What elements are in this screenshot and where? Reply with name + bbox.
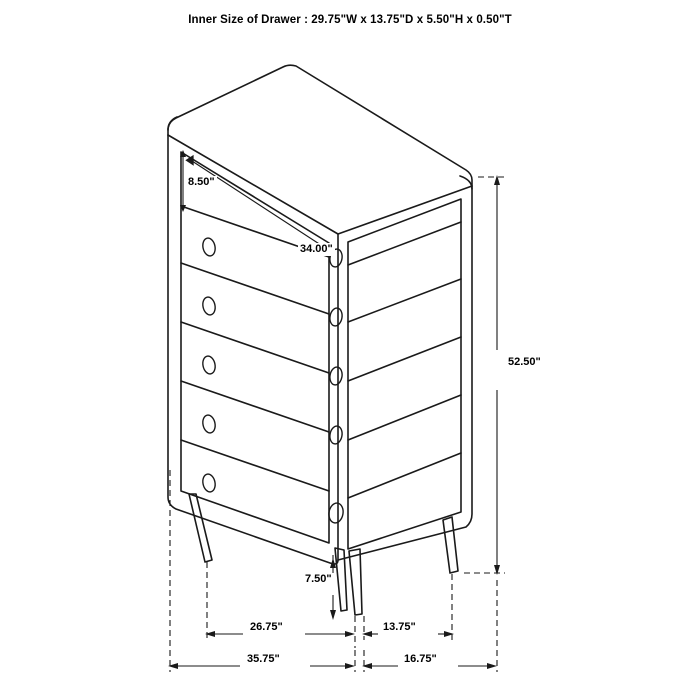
- dimension-total-height: [464, 175, 505, 575]
- dimension-label-side-span: 13.75": [383, 621, 416, 633]
- page-title: Inner Size of Drawer : 29.75"W x 13.75"D x 5.50"H x 0.50"T: [188, 14, 512, 26]
- dimension-label-front-span: 26.75": [250, 621, 283, 633]
- drawer-fronts-side: [348, 222, 461, 498]
- dimension-label-leg-height: 7.50": [305, 573, 332, 585]
- drawer-pull-icon-side: [327, 248, 344, 524]
- dimension-label-overall-width: 35.75": [247, 653, 280, 665]
- cabinet-side-face: [338, 186, 472, 560]
- dimension-overall-width: [168, 470, 355, 672]
- dimension-label-overall-depth: 16.75": [404, 653, 437, 665]
- dimension-label-top-width: 34.00": [300, 243, 333, 255]
- dimension-label-total-height: 52.50": [508, 356, 541, 368]
- legs: [189, 494, 458, 615]
- dimension-label-drawer-height: 8.50": [188, 176, 215, 188]
- drawer-pull-icon: [201, 237, 216, 493]
- cabinet-front-face: [168, 135, 338, 564]
